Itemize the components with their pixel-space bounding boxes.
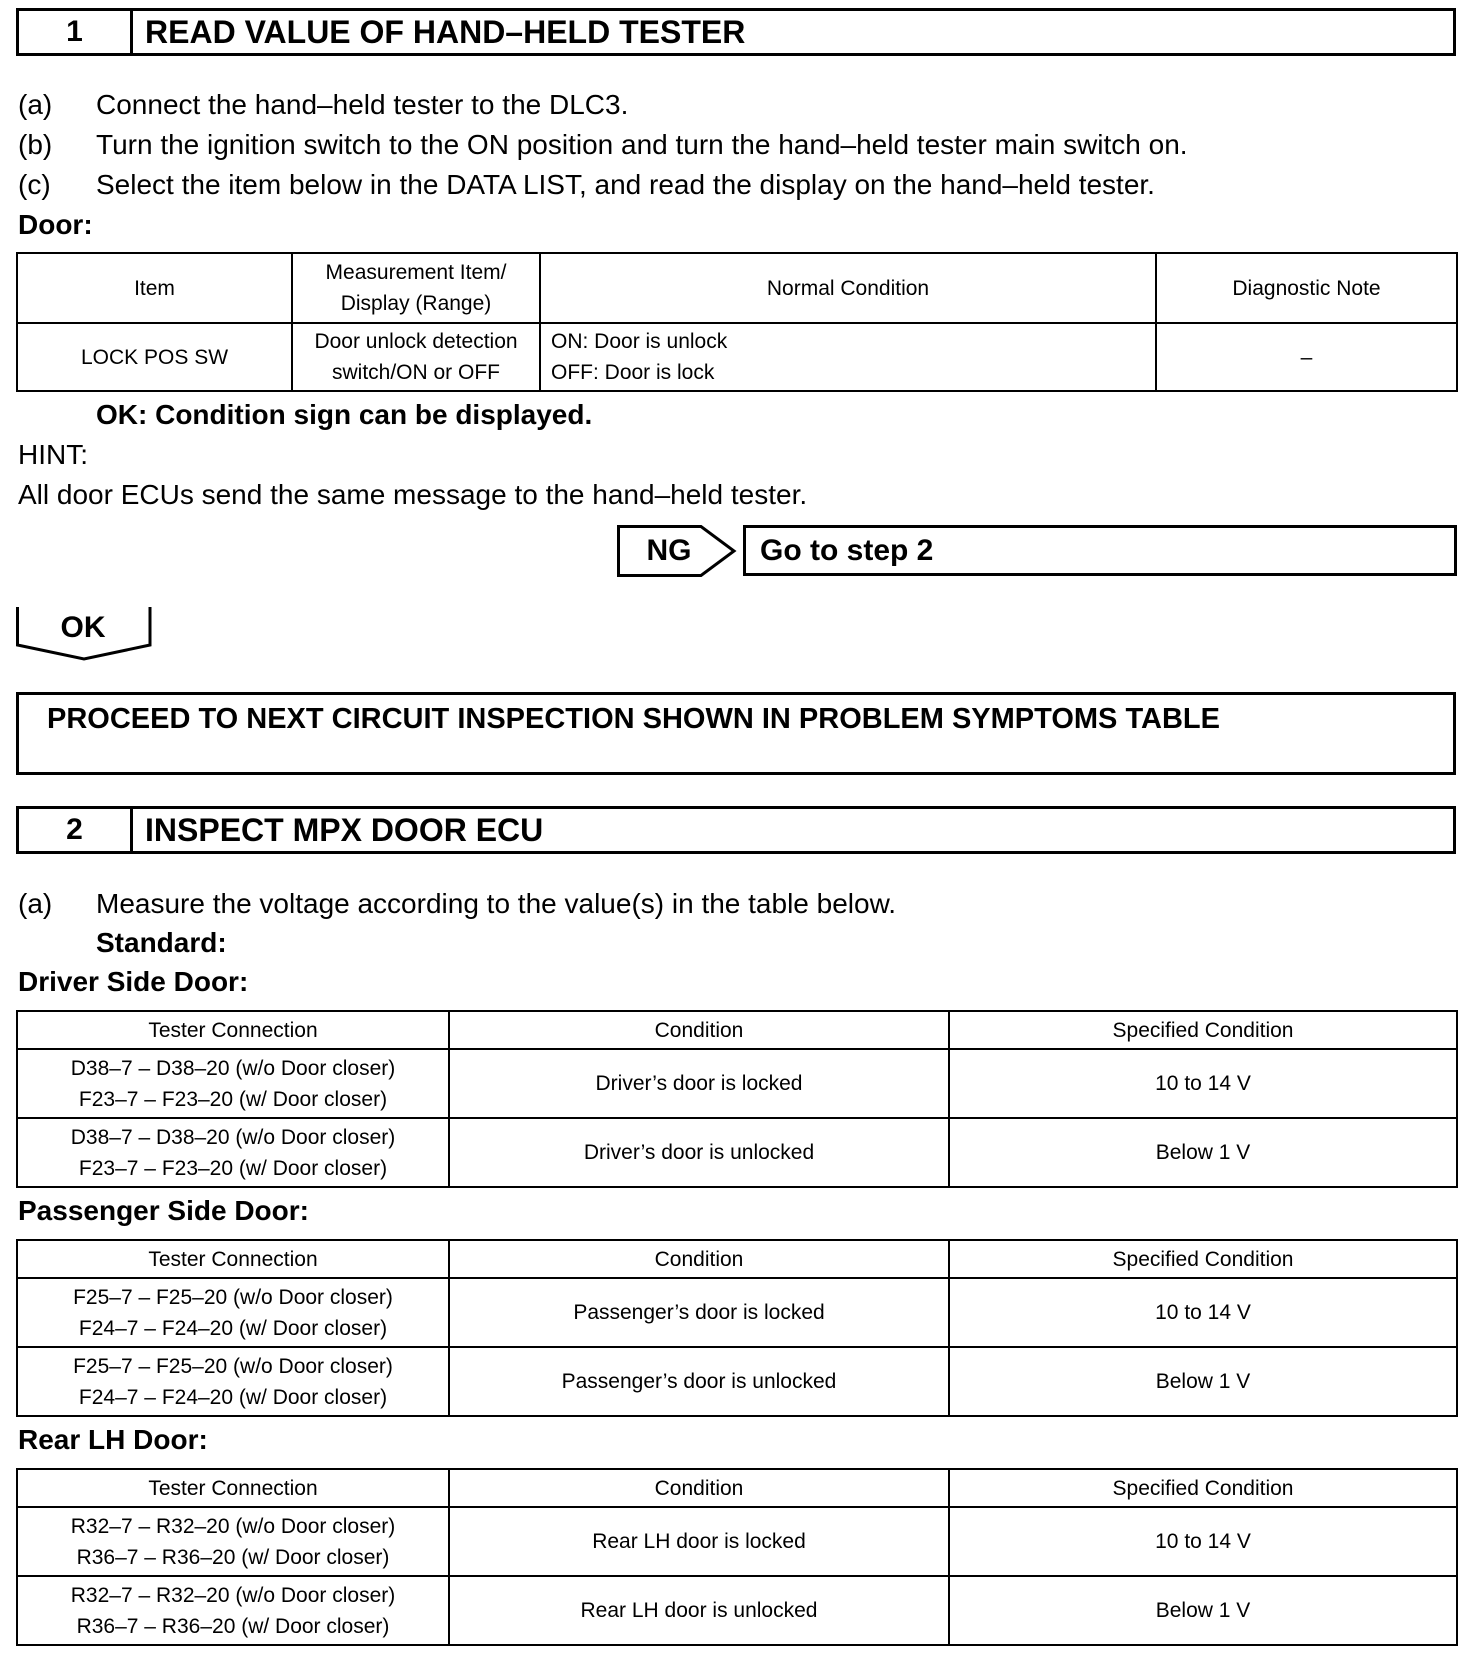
instruction-label: (a) xyxy=(18,89,53,120)
cell-tester-connection: F25–7 – F25–20 (w/o Door closer) F24–7 – F24–20 (w/ Door closer) xyxy=(17,1278,449,1347)
header-condition: Condition xyxy=(449,1469,949,1507)
header-tester-connection: Tester Connection xyxy=(17,1011,449,1049)
ok-label: OK xyxy=(60,611,106,644)
instruction-text: Measure the voltage according to the value(s) in the table below. xyxy=(96,888,897,919)
hint-label: HINT: xyxy=(18,439,88,470)
instruction-label: (a) xyxy=(18,888,53,919)
step1-number: 1 xyxy=(19,11,133,53)
standard-label: Standard: xyxy=(96,927,227,958)
header-condition: Condition xyxy=(449,1011,949,1049)
header-tester-connection: Tester Connection xyxy=(17,1240,449,1278)
rear-lh-door-caption: Rear LH Door: xyxy=(18,1424,208,1455)
cell-measurement: Door unlock detection switch/ON or OFF xyxy=(292,323,540,391)
cell-diagnostic-note: – xyxy=(1156,323,1457,391)
cell-tester-connection: D38–7 – D38–20 (w/o Door closer) F23–7 – F23–20 (w/ Door closer) xyxy=(17,1118,449,1187)
step1-header xyxy=(16,8,1456,56)
table-row xyxy=(17,1118,1457,1187)
passenger-door-caption: Passenger Side Door: xyxy=(18,1195,309,1226)
cell-condition: Passenger’s door is unlocked xyxy=(449,1347,949,1416)
cell-tester-connection: R32–7 – R32–20 (w/o Door closer) R36–7 – R36–20 (w/ Door closer) xyxy=(17,1507,449,1576)
driver-door-caption: Driver Side Door: xyxy=(18,966,249,997)
cell-specified-condition: 10 to 14 V xyxy=(949,1507,1457,1576)
ok-branch xyxy=(16,607,156,663)
header-specified-condition: Specified Condition xyxy=(949,1240,1457,1278)
table-row xyxy=(17,1049,1457,1118)
cell-specified-condition: Below 1 V xyxy=(949,1118,1457,1187)
table-row xyxy=(17,1278,1457,1347)
cell-specified-condition: Below 1 V xyxy=(949,1347,1457,1416)
header-tester-connection: Tester Connection xyxy=(17,1469,449,1507)
passenger-door-table xyxy=(16,1239,1458,1417)
cell-tester-connection: R32–7 – R32–20 (w/o Door closer) R36–7 – R36–20 (w/ Door closer) xyxy=(17,1576,449,1645)
instruction-text: Turn the ignition switch to the ON position and turn the hand–held tester main switch on. xyxy=(96,129,1188,160)
cell-tester-connection: F25–7 – F25–20 (w/o Door closer) F24–7 – F24–20 (w/ Door closer) xyxy=(17,1347,449,1416)
step2-header xyxy=(16,806,1456,854)
cell-condition: Driver’s door is locked xyxy=(449,1049,949,1118)
ng-action-box: Go to step 2 xyxy=(743,525,1457,576)
table-row xyxy=(17,1347,1457,1416)
cell-condition: Driver’s door is unlocked xyxy=(449,1118,949,1187)
cell-normal-condition: ON: Door is unlock OFF: Door is lock xyxy=(540,323,1156,391)
ng-label: NG xyxy=(646,534,692,567)
hint-text: All door ECUs send the same message to the hand–held tester. xyxy=(18,479,808,510)
table-header-row xyxy=(17,1240,1457,1278)
header-specified-condition: Specified Condition xyxy=(949,1011,1457,1049)
cell-item: LOCK POS SW xyxy=(17,323,292,391)
table-row xyxy=(17,1576,1457,1645)
instruction-text: Select the item below in the DATA LIST, and read the display on the hand–held tester. xyxy=(96,169,1155,200)
header-item: Item xyxy=(17,253,292,323)
cell-specified-condition: 10 to 14 V xyxy=(949,1278,1457,1347)
step1-title: READ VALUE OF HAND–HELD TESTER xyxy=(145,13,746,50)
step1-instruction-a xyxy=(18,88,628,122)
cell-tester-connection: D38–7 – D38–20 (w/o Door closer) F23–7 – F23–20 (w/ Door closer) xyxy=(17,1049,449,1118)
data-list-table xyxy=(16,252,1458,392)
table-row xyxy=(17,323,1457,391)
ng-branch xyxy=(617,525,737,577)
step1-instruction-c xyxy=(18,168,1155,202)
header-condition: Condition xyxy=(449,1240,949,1278)
step1-instruction-b xyxy=(18,128,1188,162)
proceed-box: PROCEED TO NEXT CIRCUIT INSPECTION SHOWN IN PROBLEM SYMPTOMS TABLE xyxy=(16,692,1456,775)
instruction-label: (b) xyxy=(18,129,53,160)
door-table-caption: Door: xyxy=(18,209,93,240)
header-normal-condition: Normal Condition xyxy=(540,253,1156,323)
header-specified-condition: Specified Condition xyxy=(949,1469,1457,1507)
cell-specified-condition: 10 to 14 V xyxy=(949,1049,1457,1118)
driver-door-table xyxy=(16,1010,1458,1188)
cell-condition: Rear LH door is unlocked xyxy=(449,1576,949,1645)
ok-condition-text: OK: Condition sign can be displayed. xyxy=(96,399,593,430)
header-measurement: Measurement Item/ Display (Range) xyxy=(292,253,540,323)
table-header-row xyxy=(17,1011,1457,1049)
header-diagnostic-note: Diagnostic Note xyxy=(1156,253,1457,323)
rear-lh-door-table xyxy=(16,1468,1458,1646)
step2-title: INSPECT MPX DOOR ECU xyxy=(145,811,544,848)
table-header-row xyxy=(17,1469,1457,1507)
step2-instruction-a xyxy=(18,887,896,921)
cell-specified-condition: Below 1 V xyxy=(949,1576,1457,1645)
step2-number: 2 xyxy=(19,809,133,851)
table-row xyxy=(17,1507,1457,1576)
instruction-text: Connect the hand–held tester to the DLC3. xyxy=(96,89,629,120)
table-header-row xyxy=(17,253,1457,323)
cell-condition: Passenger’s door is locked xyxy=(449,1278,949,1347)
instruction-label: (c) xyxy=(18,169,51,200)
cell-condition: Rear LH door is locked xyxy=(449,1507,949,1576)
